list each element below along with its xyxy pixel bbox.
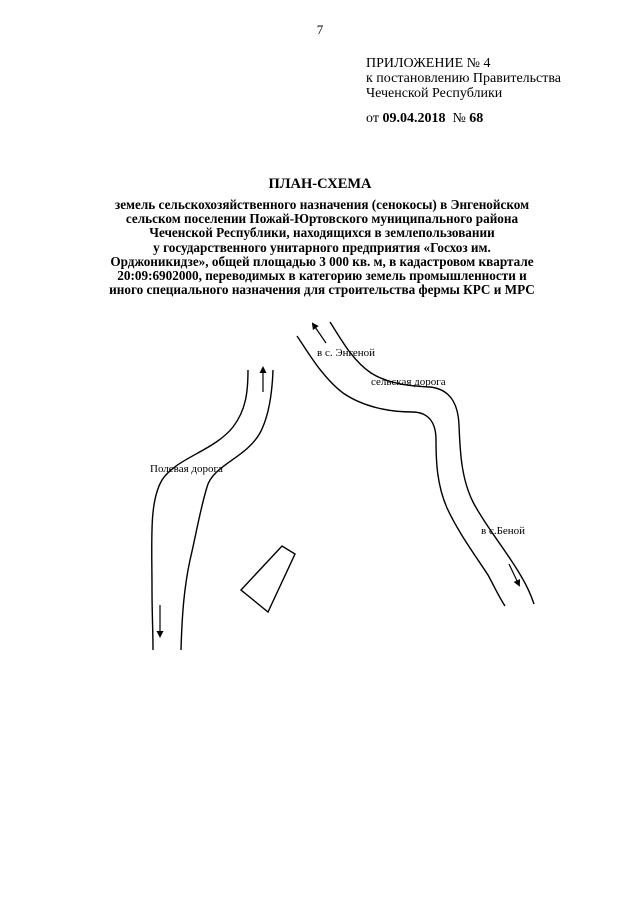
field-road-edge-left (152, 370, 248, 650)
subtitle-line: 20:09:6902000, переводимых в категорию земель промышленности и (117, 268, 527, 284)
subtitle-line: Орджоникидзе», общей площадью 3 000 кв. м, в кадастровом квартале (110, 253, 534, 269)
subtitle-line: иного специального назначения для строительства фермы КРС и МРС (109, 282, 535, 298)
land-plot (241, 546, 295, 612)
arrow-to-benoy-icon (509, 564, 519, 585)
appendix-decree-line: к постановлению Правительства (366, 71, 562, 86)
field-road (152, 370, 273, 650)
rural-road-arrows (313, 324, 519, 585)
document-title: ПЛАН-СХЕМА (268, 176, 372, 192)
decree-date: 09.04.2018 (382, 111, 446, 126)
arrow-to-engenoy-icon (313, 324, 326, 343)
subtitle-line: у государственного унитарного предприятия «Госхоз им. (153, 239, 491, 255)
decree-number: 68 (469, 111, 484, 126)
date-prefix: от (366, 111, 383, 126)
page-number: 7 (316, 22, 324, 37)
appendix-title: ПРИЛОЖЕНИЕ № 4 (366, 56, 491, 71)
number-sign: № (452, 111, 466, 126)
label-village-benoy: в с.Беной (481, 525, 526, 537)
label-village-engenoy: в с. Энгеной (317, 347, 375, 359)
appendix-republic-line: Чеченской Республики (366, 86, 503, 101)
subtitle-line: сельском поселении Пожай-Юртовского муниципального района (125, 211, 519, 227)
rural-road-edge-right (330, 322, 534, 604)
label-rural-road: сельская дорога (371, 376, 446, 388)
label-field-road: Полевая дорога (150, 463, 223, 475)
subtitle-line: земель сельскохозяйственного назначения (сенокосы) в Энгенойском (114, 197, 530, 212)
rural-road (297, 322, 534, 606)
field-road-edge-right (181, 370, 273, 650)
subtitle-line: Чеченской Республики, находящихся в землепользовании (149, 225, 495, 241)
